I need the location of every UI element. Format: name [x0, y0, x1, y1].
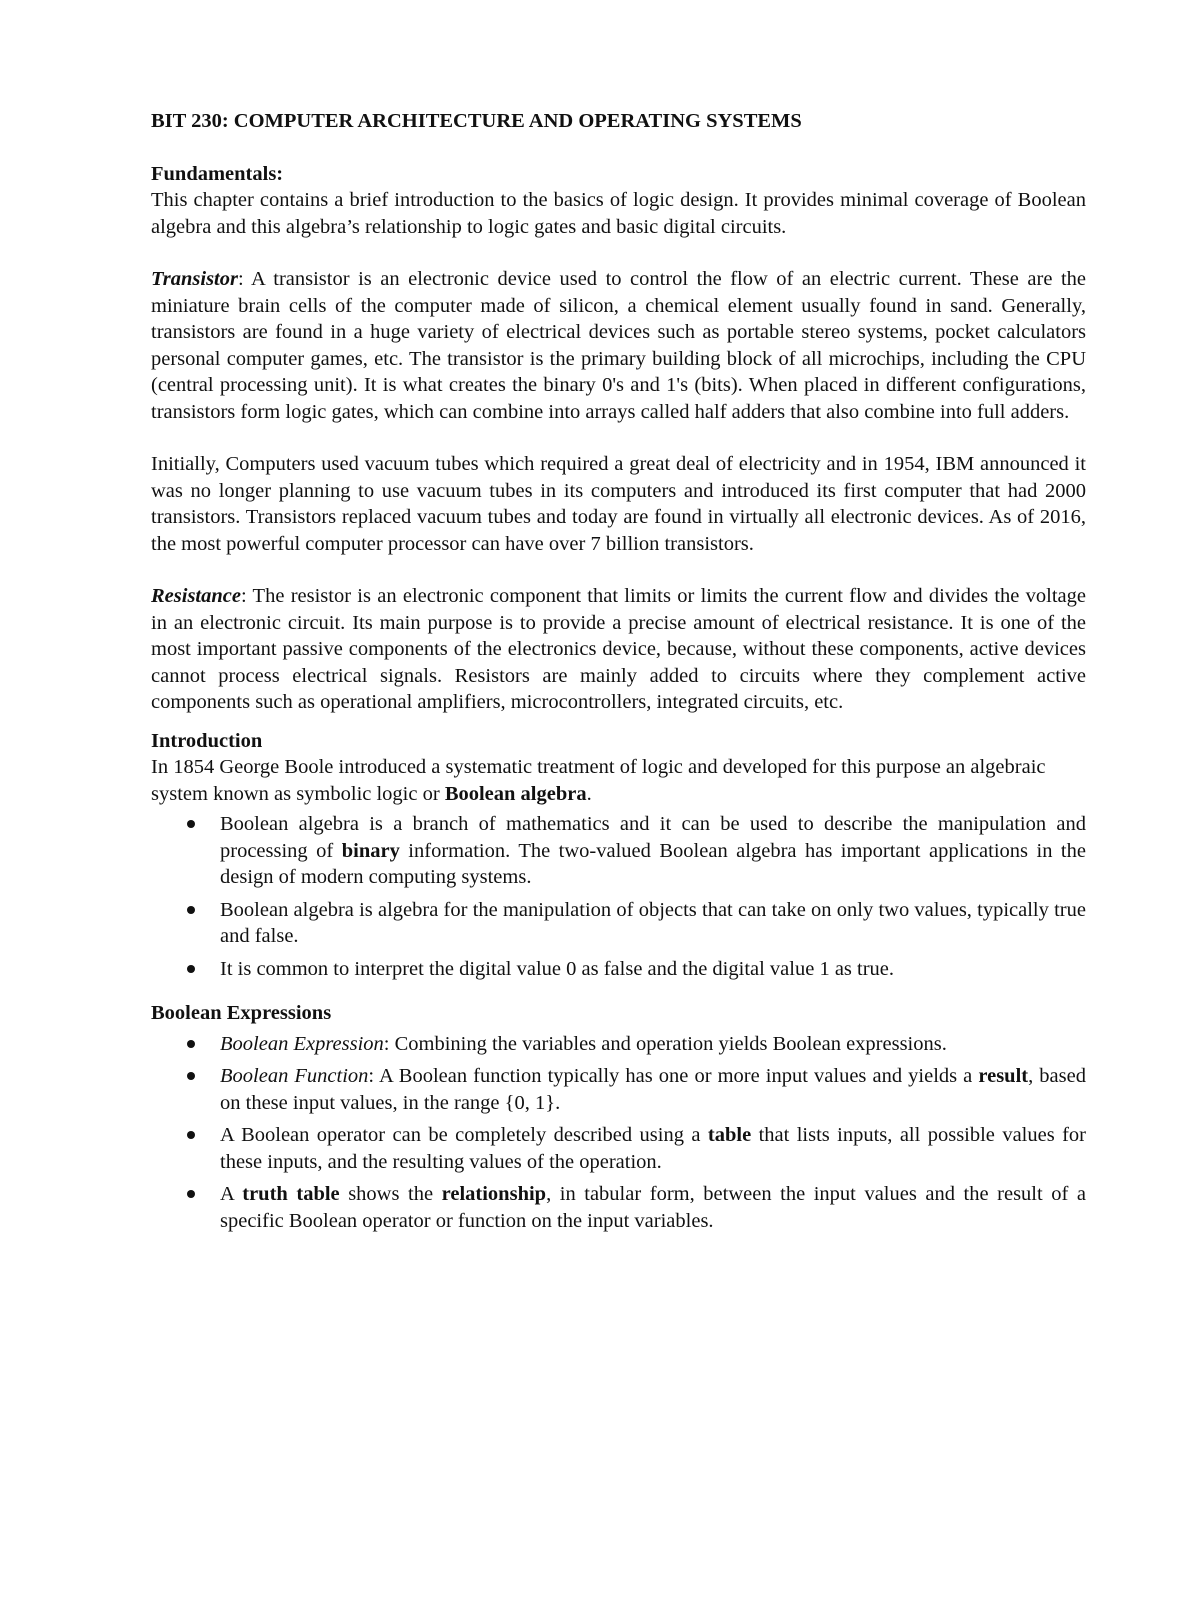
list-item: [151, 1063, 1086, 1116]
bullet-text: : Combining the variables and operation yields Boolean expressions.: [383, 1032, 947, 1055]
bullet-text: A: [220, 1183, 243, 1205]
transistor-term: Transistor: [151, 268, 238, 290]
boolean-algebra-term: Boolean algebra: [444, 782, 587, 805]
list-item: [151, 956, 1086, 983]
boolean-expression-term: Boolean Expression: [220, 1032, 384, 1055]
bullet-text-end: , in tabular form, between the input values and the result of a specific Boolean operator or function on the input variables.: [220, 1183, 1086, 1232]
bullet-text: Boolean algebra is a branch of mathematics and it can be used to describe the manipulation and processing of: [220, 813, 1086, 862]
boolean-function-term: Boolean Function: [220, 1065, 369, 1087]
bullet-icon: [187, 1190, 195, 1198]
expressions-bullet-list: [151, 1031, 1086, 1235]
resistance-text: : The resistor is an electronic component that limits or limits the current flow and divides the voltage in an electronic circuit. Its main purpose is to provide a precise amount of electrical resistance. It is one of the most important passive components of the electronics device, because, without these components, active devices cannot process electrical signals. Resistors are mainly added to circuits where they complement active components such as operational amplifiers, microcontrollers, integrated circuits, etc.: [151, 585, 1086, 713]
bullet-text-end: information. The two-valued Boolean algebra has important applications in the design of modern computing systems.: [220, 839, 1086, 888]
introduction-text: In 1854 George Boole introduced a systematic treatment of logic and developed for this purpose an algebraic system known as symbolic logic or: [151, 756, 1046, 805]
introduction-paragraph: [151, 754, 1086, 807]
truth-table-term: truth table: [242, 1183, 340, 1205]
document-page: [151, 108, 1086, 1240]
transistor-text: : A transistor is an electronic device used to control the flow of an electric current. These are the miniature brain cells of the computer made of silicon, a chemical element usually found in sand. Generally, transistors are found in a huge variety of electrical devices such as portable stereo systems, pocket calculators personal computer games, etc. The transistor is the primary building block of all microchips, including the CPU (central processing unit). It is what creates the binary 0's and 1's (bits). When placed in different configurations, transistors form logic gates, which can combine into arrays called half adders that also combine into full adders.: [151, 268, 1086, 423]
bullet-icon: [187, 1131, 195, 1139]
table-term: table: [707, 1124, 752, 1146]
fundamentals-paragraph: This chapter contains a brief introduction to the basics of logic design. It provides minimal coverage of Boolean algebra and this algebra’s relationship to logic gates and basic digital circuits.: [151, 189, 1086, 238]
document-title: BIT 230: COMPUTER ARCHITECTURE AND OPERATING SYSTEMS: [151, 110, 802, 132]
list-item: [151, 1031, 1086, 1058]
bullet-icon: [187, 906, 195, 914]
bullet-text-mid: shows the: [339, 1183, 442, 1205]
introduction-bullet-list: [151, 811, 1086, 982]
bullet-icon: [187, 1040, 195, 1048]
bullet-icon: [187, 820, 195, 828]
resistance-term: Resistance: [151, 585, 241, 607]
bullet-icon: [187, 1072, 195, 1080]
bullet-text-end: that lists inputs, all possible values for these inputs, and the resulting values of the operation.: [220, 1124, 1086, 1173]
bullet-text: A Boolean operator can be completely described using a: [220, 1124, 708, 1146]
list-item: [151, 1181, 1086, 1234]
bullet-text: Boolean algebra is algebra for the manipulation of objects that can take on only two values, typically true and false.: [220, 898, 1086, 947]
boolean-expressions-heading: Boolean Expressions: [151, 1002, 332, 1024]
bullet-text: : A Boolean function typically has one or more input values and yields a: [368, 1065, 979, 1087]
history-paragraph: Initially, Computers used vacuum tubes which required a great deal of electricity and in 1954, IBM announced it was no longer planning to use vacuum tubes in its computers and introduced its first computer that had 2000 transistors. Transistors replaced vacuum tubes and today are found in virtually all electronic devices. As of 2016, the most powerful computer processor can have over 7 billion transistors.: [151, 453, 1086, 555]
introduction-text-end: .: [586, 782, 592, 805]
bullet-text-end: , based on these input values, in the range {0, 1}.: [220, 1065, 1086, 1114]
bullet-text: It is common to interpret the digital value 0 as false and the digital value 1 as true.: [220, 957, 895, 980]
resistance-paragraph: [151, 583, 1086, 716]
result-term: result: [978, 1065, 1029, 1087]
relationship-term: relationship: [441, 1183, 547, 1205]
transistor-paragraph: [151, 266, 1086, 425]
bullet-icon: [187, 965, 195, 973]
introduction-heading: Introduction: [151, 729, 263, 752]
list-item: [151, 811, 1086, 891]
binary-term: binary: [341, 839, 400, 862]
list-item: [151, 1122, 1086, 1175]
list-item: [151, 897, 1086, 950]
fundamentals-heading: Fundamentals:: [151, 162, 284, 185]
